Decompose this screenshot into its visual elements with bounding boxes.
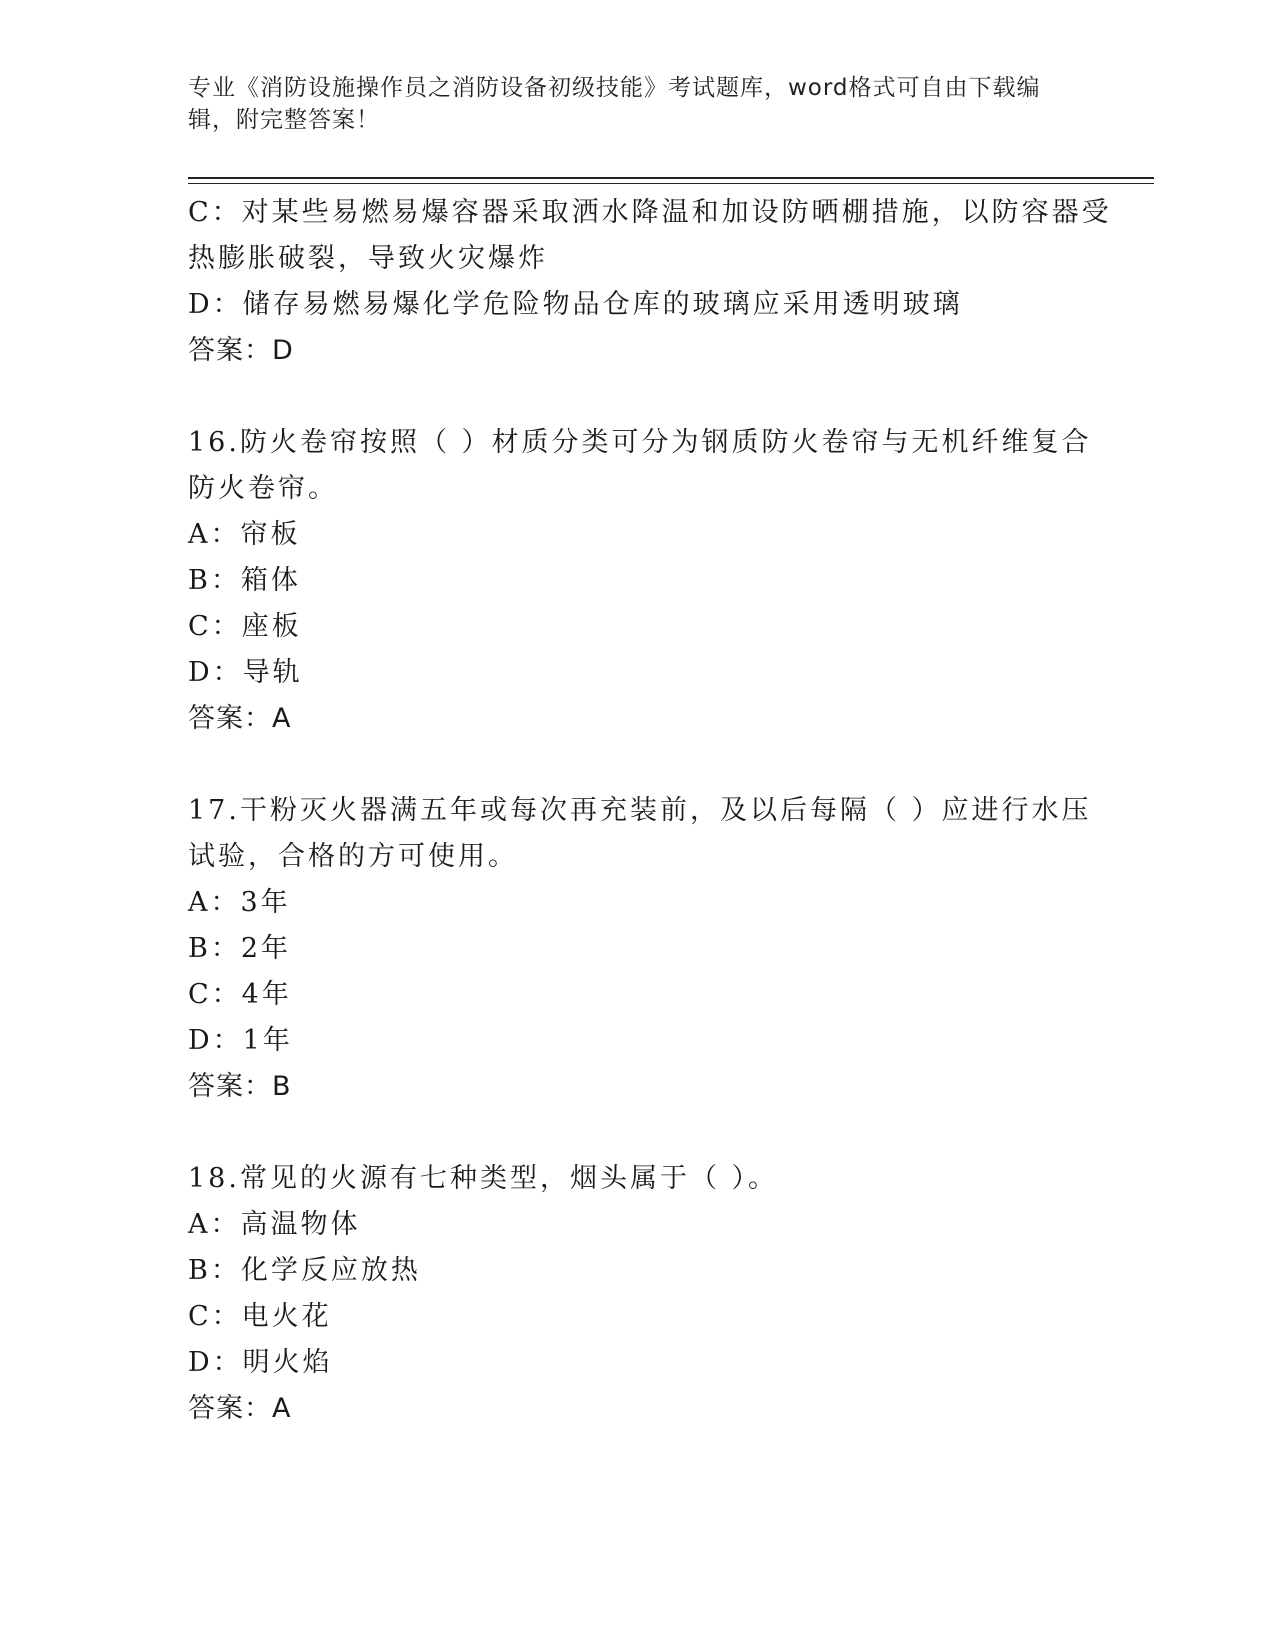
answer-line: 答案：D <box>188 335 294 366</box>
header-divider-thin <box>188 183 1154 184</box>
option-d: D：储存易燃易爆化学危险物品仓库的玻璃应采用透明玻璃 <box>188 289 963 320</box>
option-d: D：导轨 <box>188 657 303 688</box>
option-c-continued: 热膨胀破裂，导致火灾爆炸 <box>188 243 548 274</box>
question-spacer <box>188 742 1088 788</box>
option-d: D：1年 <box>188 1025 293 1056</box>
question-stem: 18.常见的火源有七种类型，烟头属于（ ）。 <box>188 1163 779 1194</box>
answer-line: 答案：A <box>188 703 292 734</box>
question-stem: 16.防火卷帘按照（ ）材质分类可分为钢质防火卷帘与无机纤维复合 <box>188 427 1092 458</box>
header-line-1: 专业《消防设施操作员之消防设备初级技能》考试题库，word格式可自由下载编 <box>188 75 1041 101</box>
question-spacer <box>188 1110 1088 1156</box>
option-a: A：3年 <box>188 887 291 918</box>
question-stem-continued: 防火卷帘。 <box>188 473 338 504</box>
question-stem-continued: 试验，合格的方可使用。 <box>188 841 518 872</box>
option-a: A：帘板 <box>188 519 301 550</box>
question-spacer <box>188 374 1088 420</box>
option-b: B：箱体 <box>188 565 301 596</box>
option-c: C：4年 <box>188 979 292 1010</box>
question-15-continued <box>188 190 1112 374</box>
answer-line: 答案：B <box>188 1071 292 1102</box>
option-a: A：高温物体 <box>188 1209 361 1240</box>
option-c: C：对某些易燃易爆容器采取洒水降温和加设防晒棚措施，以防容器受 <box>188 197 1112 228</box>
document-body <box>188 190 1112 1432</box>
header-line-2: 辑，附完整答案！ <box>188 107 380 133</box>
question-18 <box>188 1156 1088 1432</box>
option-b: B：化学反应放热 <box>188 1255 421 1286</box>
option-d: D：明火焰 <box>188 1347 333 1378</box>
option-c: C：电火花 <box>188 1301 332 1332</box>
page-header <box>188 72 1068 136</box>
answer-line: 答案：A <box>188 1393 292 1424</box>
option-b: B：2年 <box>188 933 292 964</box>
question-16 <box>188 420 1092 742</box>
question-stem: 17.干粉灭火器满五年或每次再充装前，及以后每隔（ ）应进行水压 <box>188 795 1092 826</box>
header-divider-thick <box>188 177 1154 179</box>
question-17 <box>188 788 1092 1110</box>
option-c: C：座板 <box>188 611 302 642</box>
